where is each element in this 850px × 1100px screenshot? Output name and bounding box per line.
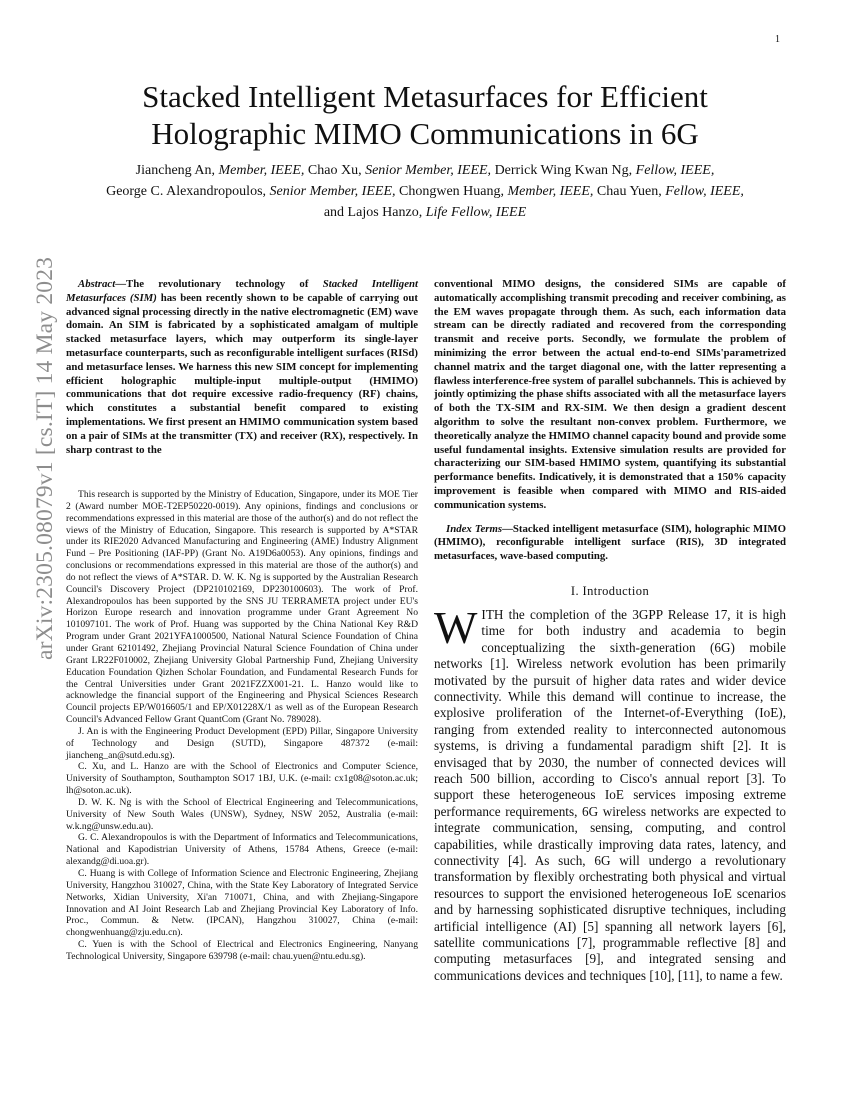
abstract-continued: conventional MIMO designs, the considered SIMs are capable of automatically accomplishing transmit precoding and receiver combining, as the EM waves propagate through them. As such, each information data stream can be directly radiated and recovered from the corresponding transmit and receive ports. Secondly, we formulate the problem of minimizing the error between the actual end-to-end SIMs'parametrized channel matrix and the target diagonal one, with the latter representing a flawless interference-free system of parallel subchannels. This is achieved by jointly optimizing the phase shifts associated with all the metasurface layers of both the TX-SIM and RX-SIM. We then design a gradient descent algorithm to solve the resultant non-convex problem. Furthermore, we theoretically analyze the HMIMO channel capacity bound and provide some useful fundamental insights. Extensive simulation results are provided for characterizing our SIM-based HMIMO system, quantifying its substantial performance benefits. Indicatively, it is demonstrated that a 150% capacity improvement is feasible when compared with MIMO and RIS-aided communication systems. — [434, 278, 786, 511]
author-line-3 — [55, 202, 795, 223]
author-name: Chongwen Huang, — [395, 184, 508, 199]
footnote-affiliation-huang: C. Huang is with College of Information Science and Electronic Engineering, Zhejiang University, Hangzhou 310027, China, with the State Key Laboratory of Integrated Service Networks, Xidian University, Xi'an 710071, China, and with Zhejiang-Singapore Innovation and AI Joint Research Lab and Zhejiang Provincial Key Laboratory of Info. Proc., Commun. & Netw. (IPCAN), Hangzhou 310027, China (e-mail: chongwenhuang@zju.edu.cn). — [66, 868, 418, 939]
arxiv-stamp-area — [12, 256, 58, 660]
footnote-affiliation-alexandropoulos: G. C. Alexandropoulos is with the Department of Informatics and Telecommunications, National and Kapodistrian University of Athens, 15784 Athens, Greece (e-mail: alexandg@di.uoa.gr). — [66, 832, 418, 868]
section-heading: I. Introduction — [570, 583, 650, 598]
abstract-paragraph — [66, 278, 418, 457]
author-line-1 — [55, 160, 795, 181]
title-line-1: Stacked Intelligent Metasurfaces for Efficient — [142, 79, 708, 114]
author-list — [55, 160, 795, 223]
author-role: Senior Member, IEEE, — [365, 163, 492, 178]
footnotes — [66, 489, 418, 963]
index-terms-text: —Stacked intelligent metasurface (SIM), holographic MIMO (HMIMO), reconfigurable intelligent surface (RIS), 3D integrated metasurfaces, wave-based computing. — [434, 522, 786, 563]
footnote-affiliation-yuen: C. Yuen is with the School of Electrical and Electronics Engineering, Nanyang Technological University, Singapore 639798 (e-mail: chau.yuen@ntu.edu.sg). — [66, 939, 418, 962]
paper-title — [60, 78, 790, 152]
title-line-2: Holographic MIMO Communications in 6G — [151, 116, 699, 151]
left-column — [66, 278, 418, 457]
author-name: Derrick Wing Kwan Ng, — [491, 163, 636, 178]
author-role: Senior Member, IEEE, — [269, 184, 396, 199]
author-role: Fellow, IEEE, — [635, 163, 715, 178]
footnote-affiliation-ng: D. W. K. Ng is with the School of Electrical Engineering and Telecommunications, University of New South Wales (UNSW), Sydney, NSW 2052, Australia (e-mail: w.k.ng@unsw.edu.au). — [66, 796, 418, 832]
author-role: Life Fellow, IEEE — [425, 205, 527, 220]
abstract-label: Abstract — [78, 278, 116, 290]
drop-cap: W — [434, 601, 478, 653]
introduction-paragraph — [434, 601, 786, 984]
arxiv-stamp[interactable]: arXiv:2305.08079v1 [cs.IT] 14 May 2023 — [32, 256, 58, 660]
author-role: Fellow, IEEE, — [665, 184, 744, 199]
footnote-funding: This research is supported by the Ministry of Education, Singapore, under its MOE Tier 2 (Award number MOE-T2EP50220-0019). Any opinions, findings and conclusions or recommendations expressed in this material are those of the author(s) and do not reflect the views of the Ministry of Education, Singapore. This research is supported by A*STAR under its RIE2020 Advanced Manufacturing and Engineering (AME) Industry Alignment Fund – Pre Positioning (IAF-PP) (Grant No. A19D6a0053). Any opinions, findings and conclusions or recommendations expressed in this material are those of the author(s) and do not reflect the views of A*STAR. D. W. K. Ng is supported by the Australian Research Council's Discovery Project (DP210102169, DP230100603). The work of Prof. Alexandropoulos has been supported by the SNS JU TERRAMETA project under EU's Horizon Europe research and innovation programme under Grant Agreement No 101097101. The work of Prof. Huang was supported by the China National Key R&D Program under Grant 2021YFA1000500, National Natural Science Foundation of China under Grant 62101492, Zhejiang Provincial Natural Science Foundation of China under Grant LR22F010002, Zhejiang University Global Partnership Fund, Zhejiang University Education Foundation Qizhen Scholar Foundation, and Fundamental Research Funds for the Central Universities under Grant 2021FZZX001-21. L. Hanzo would like to acknowledge the financial support of the Engineering and Physical Sciences Research Council projects EP/W016605/1 and EP/X01228X/1 as well as of the European Research Council's Advanced Fellow Grant QuantCom (Grant No. 789028). — [66, 489, 418, 726]
abstract-text-2: has been recently shown to be capable of carrying out advanced signal processing directly in the native electromagnetic (EM) wave domain. An SIM is fabricated by a sophisticated amalgam of multiple stacked metasurface layers, which may outperform its single-layer metasurface counterparts, such as reconfigurable intelligent surfaces (RISd) and metasurface lenses. We harness this new SIM concept for implementing efficient holographic multiple-input multiple-output (HMIMO) communications that dot require excessive radio-frequency (RF) chains, which constitutes a substantial benefit compared to existing implementations. We first present an HMIMO communication system based on a pair of SIMs at the transmitter (TX) and receiver (RX), respectively. In sharp contrast to the — [66, 291, 418, 456]
author-line-2 — [55, 181, 795, 202]
abstract-text-1: —The revolutionary technology of — [115, 278, 323, 290]
page-number: 1 — [775, 34, 780, 45]
index-terms-label: Index Terms — [446, 522, 503, 535]
footnote-affiliation-an: J. An is with the Engineering Product Development (EPD) Pillar, Singapore University of Technology and Design (SUTD), Singapore 487372 (e-mail: jiancheng_an@sutd.edu.sg). — [66, 725, 418, 761]
author-role: Member, IEEE, — [507, 184, 594, 199]
footnote-affiliation-xu-hanzo: C. Xu, and L. Hanzo are with the School of Electronics and Computer Science, University of Southampton, Southampton SO17 1BJ, U.K. (e-mail: cx1g08@soton.ac.uk; lh@soton.ac.uk). — [66, 761, 418, 797]
index-terms — [434, 523, 786, 564]
author-name: Jiancheng An, — [135, 163, 219, 178]
author-name: Chau Yuen, — [593, 184, 666, 199]
introduction-text: ITH the completion of the 3GPP Release 17, it is high time for both industry and academia to begin conceptualizing the sixth-generation (6G) mobile networks [1]. Wireless network evolution has been primarily motivated by the pursuit of higher data rates and wider device connectivity. While this demand will continue to increase, the explosive proliferation of the Internet-of-Everything (IoE), ranging from extended reality to interconnected autonomous systems, is driving a fundamental paradigm shift [2]. It is envisaged that by 2030, the number of connected devices will reach 500 billion, according to Cisco's annual report [3]. To support these heterogeneous IoE services imposing extreme performance requirements, 6G wireless networks are expected to integrate communication, sensing, computing, and control capabilities, while drastically improving data rates, latency, and connectivity [4]. As such, 6G will undergo a revolutionary transformation by flexibly orchestrating both physical and virtual resources to support the envisioned heterogeneous IoE scenarios and by harnessing sophisticated disruptive techniques, including artificial intelligence (AI) [5] spanning all network layers [6], satellite communications [7], programmable reflective [8] and computing metasurfaces [9], and integrated sensing and communications devices and techniques [10], [11], to name a few. — [434, 606, 786, 983]
author-name: George C. Alexandropoulos, — [106, 184, 270, 199]
right-column — [434, 278, 786, 984]
author-name: and Lajos Hanzo, — [323, 205, 426, 220]
author-role: Member, IEEE, — [218, 163, 305, 178]
author-name: Chao Xu, — [304, 163, 366, 178]
abstract-sim-term: Stacked Intelligent Metasurfaces (SIM) — [66, 278, 418, 304]
